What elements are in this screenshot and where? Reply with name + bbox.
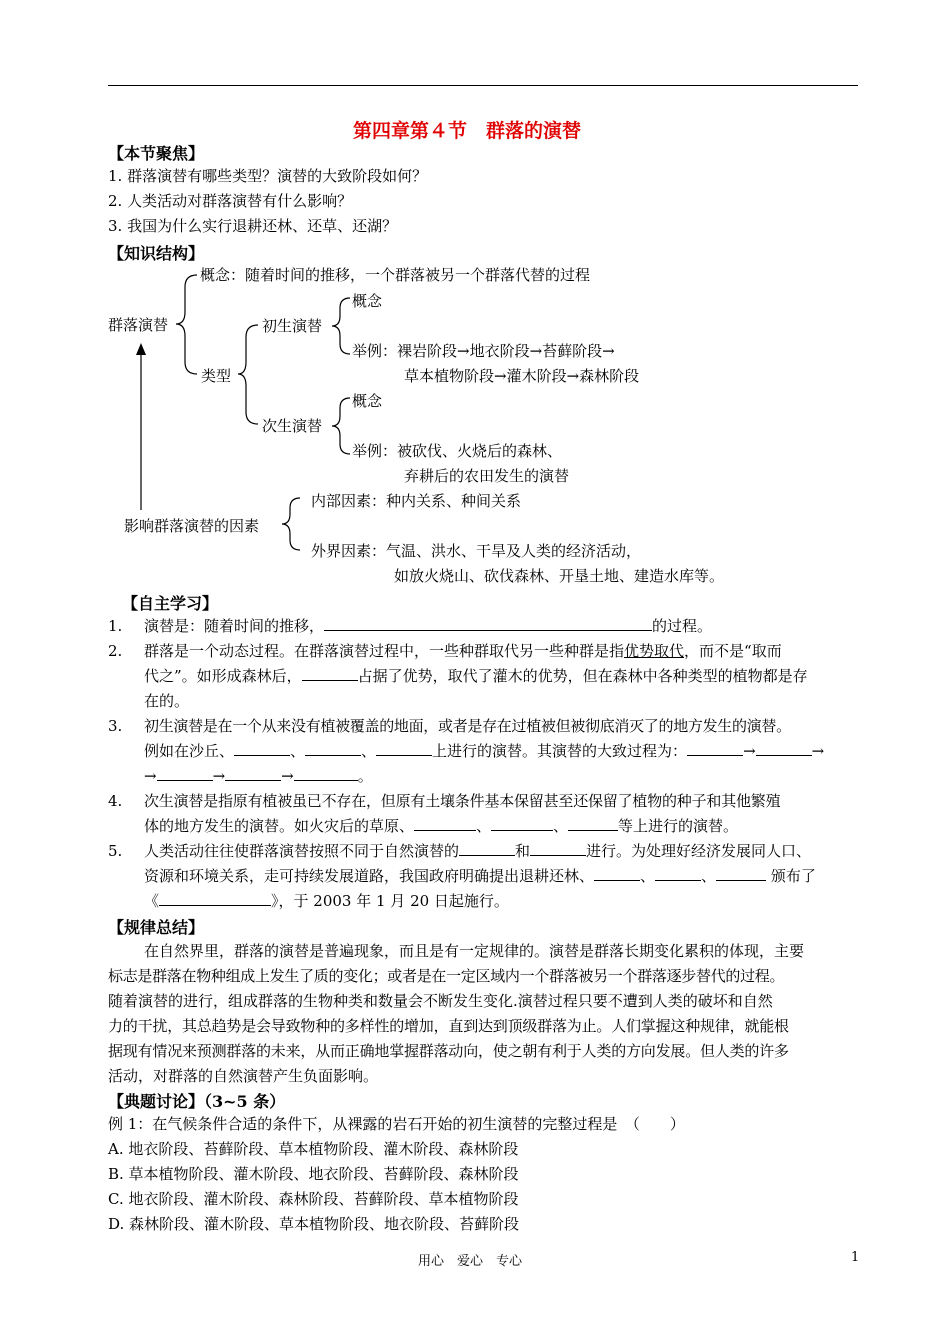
q5-text: 》，于 2003 年 1 月 20 日起施行。 <box>271 892 509 910</box>
q5-line-1 <box>144 841 811 861</box>
q2-line-1 <box>144 641 782 661</box>
brace-types <box>238 325 258 424</box>
example-option-b[interactable]: B. 草本植物阶段、灌木阶段、地衣阶段、苔藓阶段、森林阶段 <box>108 1165 519 1183</box>
fill-blank[interactable] <box>459 841 515 856</box>
section-heading-self-study: 【自主学习】 <box>122 594 219 613</box>
brace-factors <box>282 498 300 550</box>
structure-primary-example-2: 草本植物阶段→灌木阶段→森林阶段 <box>404 367 640 385</box>
q4-text: 等上进行的演替。 <box>618 817 739 835</box>
arrow: → <box>743 742 756 760</box>
rules-line: 据现有情况来预测群落的未来，从而正确地掌握群落动向，使之朝有利于人类的方向发展。但人类的许多 <box>108 1042 789 1060</box>
example-option-c[interactable]: C. 地衣阶段、灌木阶段、森林阶段、苔藓阶段、草本植物阶段 <box>108 1190 519 1208</box>
fill-blank[interactable] <box>756 741 812 756</box>
brace-secondary <box>332 398 350 454</box>
structure-secondary: 次生演替 <box>262 417 323 435</box>
focus-item: 2. 人类活动对群落演替有什么影响？ <box>108 192 353 210</box>
rules-line: 力的干扰，其总趋势是会导致物种的多样性的增加，直到达到顶级群落为止。人们掌握这种规律，就能根 <box>108 1017 789 1035</box>
arrow: → <box>144 767 157 785</box>
focus-item: 1. 群落演替有哪些类型？演替的大致阶段如何？ <box>108 167 428 185</box>
separator: 、 <box>553 817 569 835</box>
q5-text: 和 <box>515 842 531 860</box>
structure-secondary-concept: 概念 <box>352 392 383 410</box>
fill-blank[interactable] <box>655 866 701 881</box>
brace-main <box>176 275 197 374</box>
q3-line-1: 初生演替是在一个从来没有植被覆盖的地面，或者是存在过植被但被彻底消灭了的地方发生的演替。 <box>144 717 791 735</box>
q1-text-a: 演替是：随着时间的推移， <box>144 617 325 635</box>
q5-line-2 <box>144 866 816 886</box>
page-number: 1 <box>851 1250 860 1265</box>
q1-line <box>144 616 712 636</box>
q5-text: 进行。为处理好经济发展同人口、 <box>586 842 812 860</box>
fill-blank[interactable] <box>305 741 361 756</box>
arrow: → <box>212 767 226 785</box>
structure-external-2: 如放火烧山、砍伐森林、开垦土地、建造水库等。 <box>394 567 725 585</box>
separator: 、 <box>640 867 656 885</box>
fill-blank[interactable] <box>687 741 743 756</box>
q1-number: 1. <box>108 617 123 635</box>
fill-blank[interactable] <box>294 766 358 781</box>
fill-blank[interactable] <box>568 816 618 831</box>
q5-text: 资源和环境关系，走可持续发展道路，我国政府明确提出退耕还林、 <box>144 867 595 885</box>
structure-secondary-example-1: 举例：被砍伐、火烧后的森林、 <box>352 442 563 460</box>
structure-primary-concept: 概念 <box>352 292 383 310</box>
q3-end: 。 <box>357 767 373 785</box>
section-heading-structure: 【知识结构】 <box>108 244 205 263</box>
example-question: 例 1：在气候条件合适的条件下，从裸露的岩石开始的初生演替的完整过程是 （ ） <box>108 1115 685 1133</box>
q5-text: 人类活动往往使群落演替按照不同于自然演替的 <box>144 842 460 860</box>
fill-blank[interactable] <box>491 816 553 831</box>
fill-blank[interactable] <box>530 841 586 856</box>
structure-root: 群落演替 <box>108 316 169 334</box>
q5-number: 5. <box>108 842 123 860</box>
footer-motto: 用心 爱心 专心 <box>418 1254 523 1269</box>
q3-text: 上进行的演替。其演替的大致过程为： <box>432 742 688 760</box>
structure-primary-example-1: 举例：裸岩阶段→地衣阶段→苔藓阶段→ <box>352 342 615 360</box>
arrow-head <box>136 343 146 355</box>
fill-blank[interactable] <box>157 766 213 781</box>
fill-blank[interactable] <box>159 891 271 906</box>
structure-types: 类型 <box>201 367 232 385</box>
section-heading-focus: 【本节聚焦】 <box>108 144 205 163</box>
q3-text: 例如在沙丘、 <box>144 742 235 760</box>
rules-line: 在自然界里，群落的演替是普遍现象，而且是有一定规律的。演替是群落长期变化累积的体现，主要 <box>144 942 805 960</box>
structure-primary: 初生演替 <box>262 317 323 335</box>
separator: 、 <box>290 742 306 760</box>
fill-blank[interactable] <box>324 616 652 631</box>
structure-concept: 概念：随着时间的推移，一个群落被另一个群落代替的过程 <box>200 266 591 284</box>
q3-line-3 <box>144 766 373 786</box>
q2-text: ，而不是“取而 <box>684 642 782 660</box>
separator: 、 <box>361 742 377 760</box>
fill-blank[interactable] <box>414 816 476 831</box>
q2-text: 占据了优势，取代了灌木的优势，但在森林中各种类型的植物都是存 <box>357 667 808 685</box>
page-title: 第四章第４节 群落的演替 <box>353 120 582 142</box>
q4-number: 4. <box>108 792 123 810</box>
q2-text: 群落是一个动态过程。在群落演替过程中，一些种群取代另一些种群是指 <box>144 642 625 660</box>
q2-line-2 <box>144 666 808 686</box>
separator: 、 <box>701 867 717 885</box>
q2-underlined-term: 优势取代 <box>624 642 685 660</box>
q2-text: 代之”。如形成森林后， <box>144 667 302 685</box>
example-option-a[interactable]: A. 地衣阶段、苔藓阶段、草本植物阶段、灌木阶段、森林阶段 <box>108 1140 519 1158</box>
structure-factors: 影响群落演替的因素 <box>124 517 260 535</box>
q5-line-3 <box>144 891 509 911</box>
q4-text: 体的地方发生的演替。如火灾后的草原、 <box>144 817 415 835</box>
rules-line: 活动，对群落的自然演替产生负面影响。 <box>108 1067 379 1085</box>
section-heading-examples: 【典题讨论】（3~5 条） <box>108 1092 286 1111</box>
q2-number: 2. <box>108 642 123 660</box>
q5-text: 颁布了 <box>770 867 816 885</box>
q3-number: 3. <box>108 717 123 735</box>
arrow: → <box>811 742 825 760</box>
separator: 、 <box>476 817 492 835</box>
focus-item: 3. 我国为什么实行退耕还林、还草、还湖？ <box>108 217 398 235</box>
structure-internal: 内部因素：种内关系、种间关系 <box>311 492 522 510</box>
fill-blank[interactable] <box>376 741 432 756</box>
rules-line: 随着演替的进行，组成群落的生物种类和数量会不断发生变化.演替过程只要不遭到人类的破坏和自然 <box>108 992 773 1010</box>
q4-line-2 <box>144 816 738 836</box>
q1-text-b: 的过程。 <box>652 617 713 635</box>
q2-line-3: 在的。 <box>144 692 190 710</box>
rules-line: 标志是群落在物种组成上发生了质的变化；或者是在一定区域内一个群落被另一个群落逐步替代的过程。 <box>108 967 785 985</box>
structure-external-1: 外界因素：气温、洪水、干旱及人类的经济活动， <box>311 542 642 560</box>
q3-line-2 <box>144 741 824 761</box>
fill-blank[interactable] <box>225 766 281 781</box>
fill-blank[interactable] <box>594 866 640 881</box>
example-option-d[interactable]: D. 森林阶段、灌木阶段、草本植物阶段、地衣阶段、苔藓阶段 <box>108 1215 520 1233</box>
q4-line-1: 次生演替是指原有植被虽已不存在，但原有土壤条件基本保留甚至还保留了植物的种子和其他繁殖 <box>144 792 781 810</box>
section-heading-rules: 【规律总结】 <box>108 918 205 937</box>
q5-text: 《 <box>144 892 160 910</box>
arrow: → <box>281 767 294 785</box>
fill-blank[interactable] <box>302 666 358 681</box>
structure-secondary-example-2: 弃耕后的农田发生的演替 <box>404 467 570 485</box>
brace-primary <box>332 298 350 354</box>
fill-blank[interactable] <box>716 866 766 881</box>
fill-blank[interactable] <box>234 741 290 756</box>
